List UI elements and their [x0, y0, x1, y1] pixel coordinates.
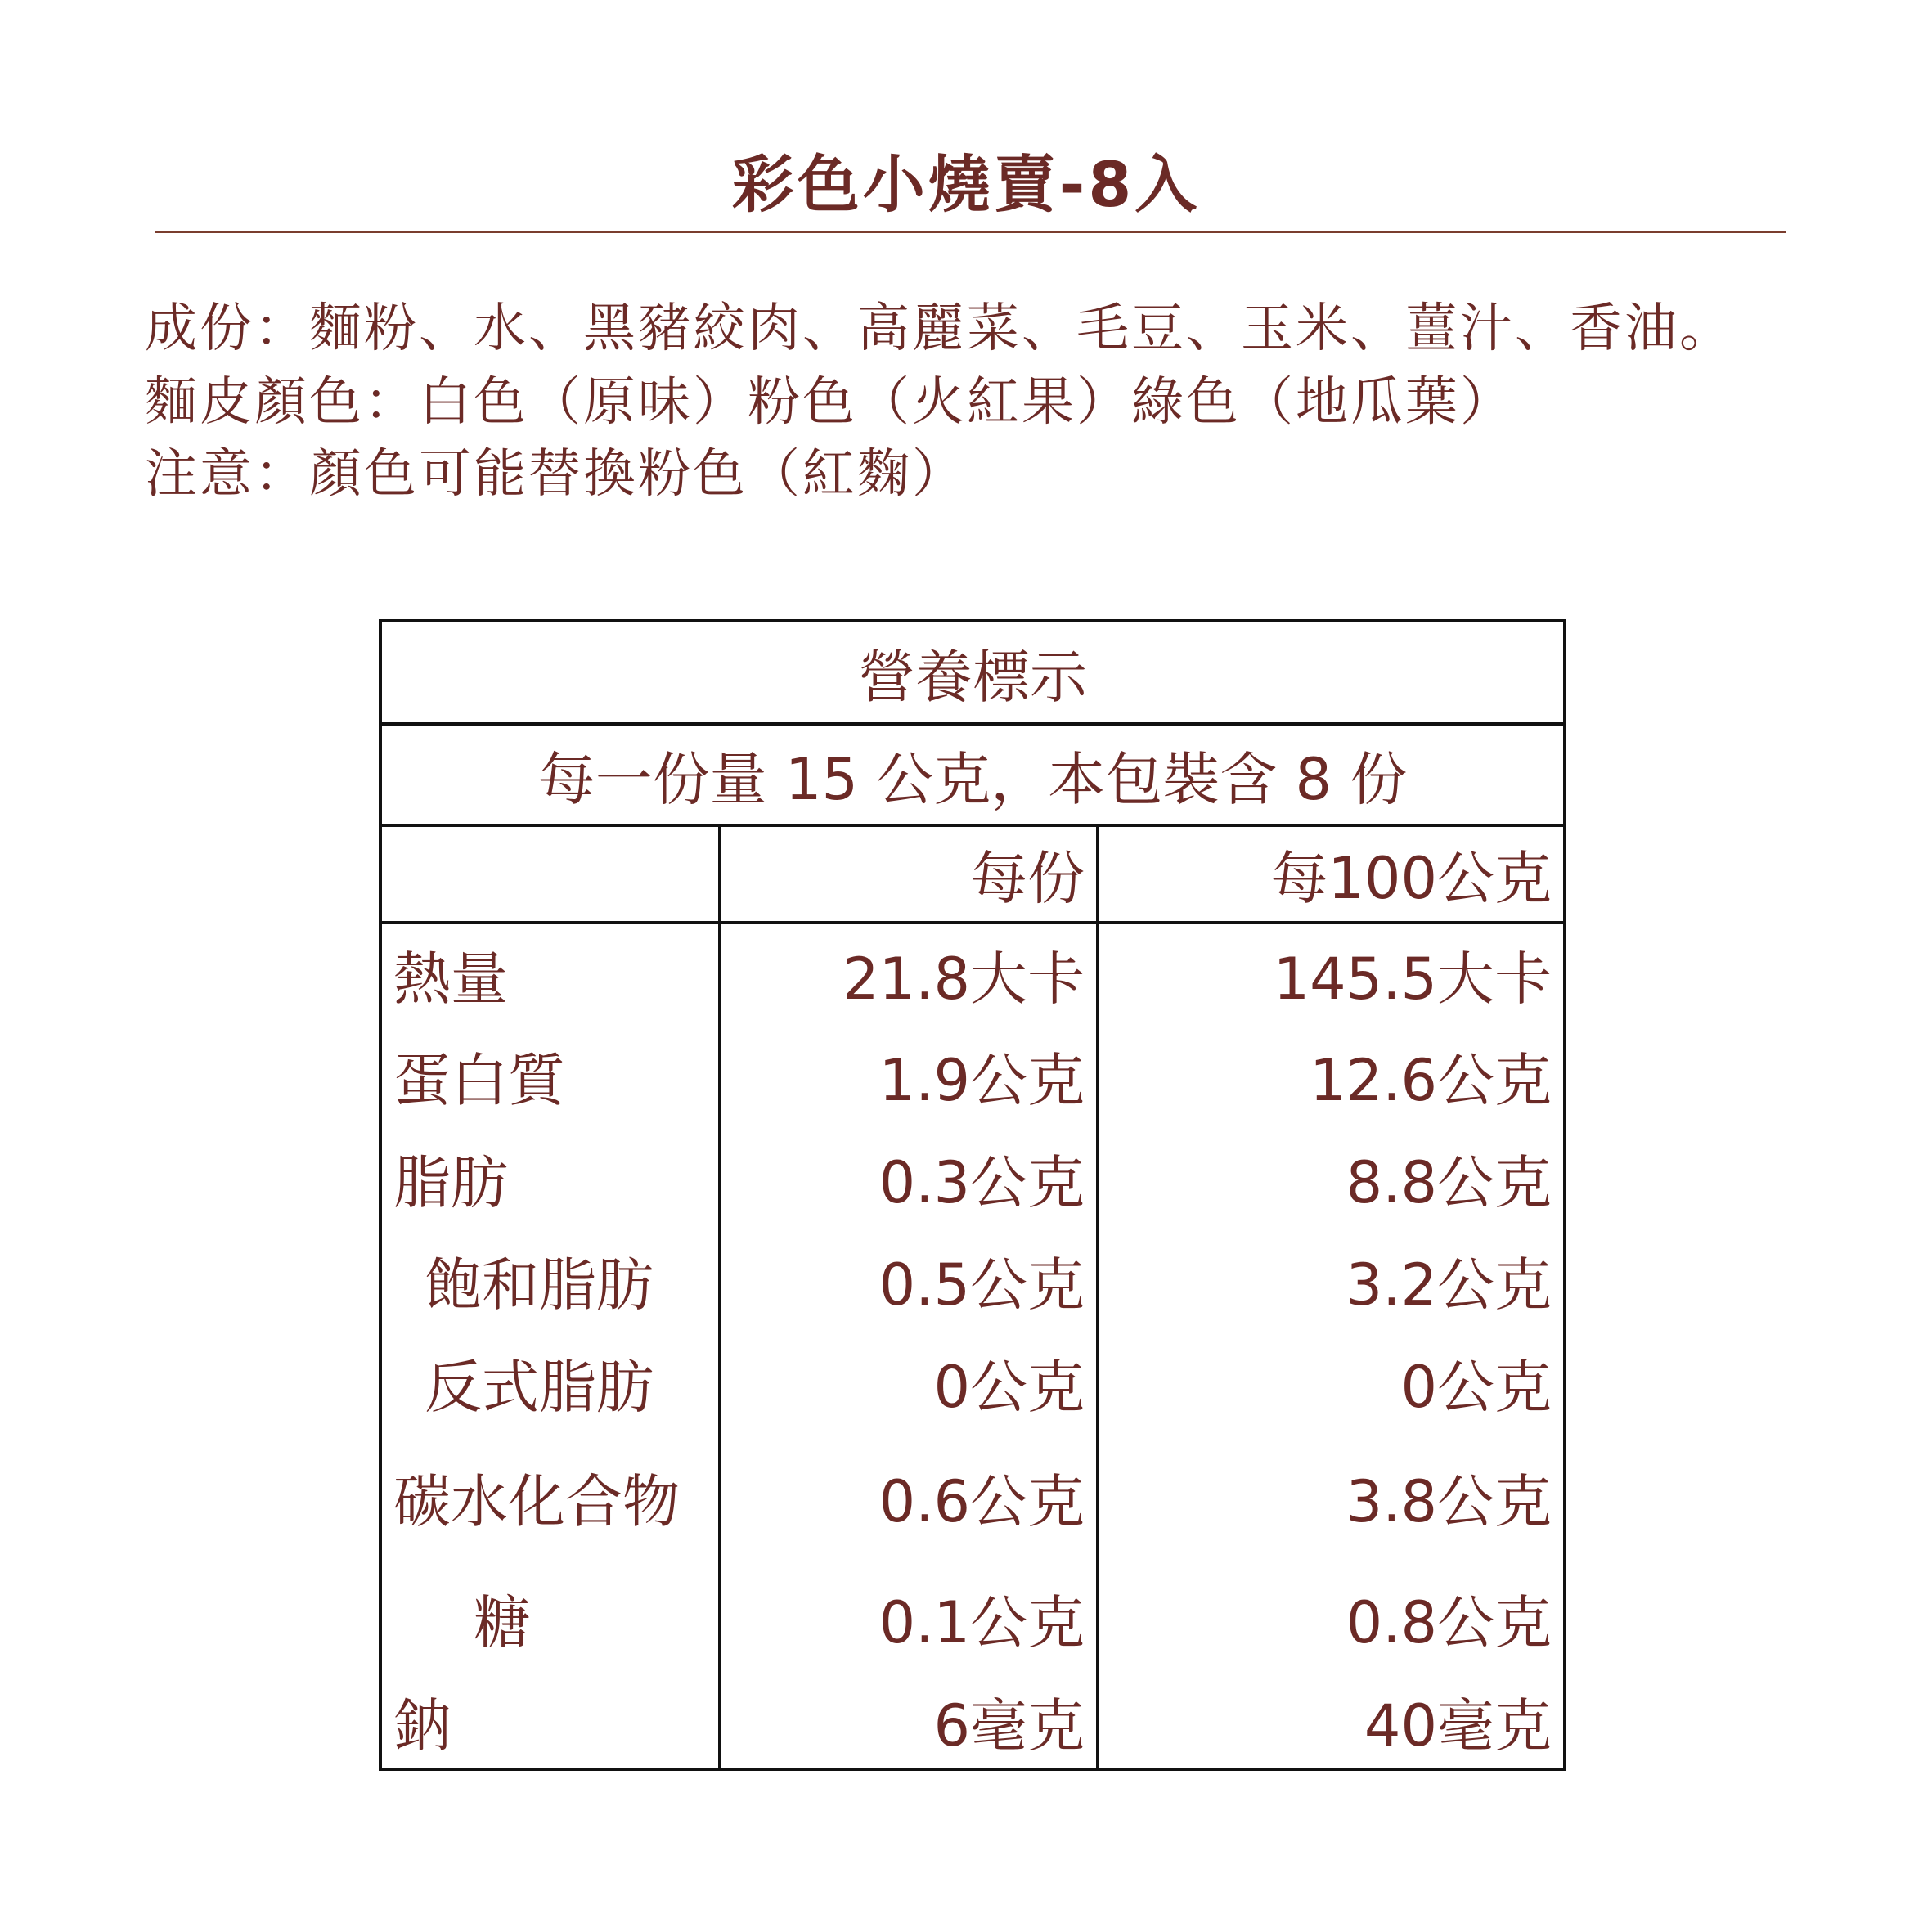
row-label: 鈉	[380, 1675, 720, 1769]
table-row	[380, 1561, 1565, 1675]
row-per-100g: 8.8公克	[1098, 1127, 1565, 1229]
table-row	[380, 1229, 1565, 1332]
row-per-serving: 0.1公克	[720, 1561, 1098, 1675]
row-per-100g: 40毫克	[1098, 1675, 1565, 1769]
table-row	[380, 1675, 1565, 1769]
row-per-serving: 1.9公克	[720, 1025, 1098, 1127]
wrapper-colors-text: 麵皮顏色：白色（原味）粉色（火紅果）綠色（地瓜葉）	[145, 372, 1515, 433]
table-row	[380, 1332, 1565, 1434]
row-label: 脂肪	[380, 1127, 720, 1229]
row-per-serving: 21.8大卡	[720, 923, 1098, 1025]
row-per-serving: 0.5公克	[720, 1229, 1098, 1332]
product-title: 彩色小燒賣-8入	[731, 148, 1201, 221]
row-per-100g: 0公克	[1098, 1332, 1565, 1434]
title-divider	[155, 231, 1786, 233]
header-per-100g: 每100公克	[1098, 825, 1565, 923]
notice-text: 注意：顏色可能替換粉色（紅麴）	[145, 444, 967, 505]
nutrition-table	[379, 619, 1566, 1771]
nutrition-heading: 營養標示	[380, 621, 1565, 724]
row-label: 熱量	[380, 923, 720, 1025]
row-label: 飽和脂肪	[380, 1229, 720, 1332]
row-per-serving: 0.3公克	[720, 1127, 1098, 1229]
table-row	[380, 923, 1565, 1025]
row-per-serving: 0.6公克	[720, 1434, 1098, 1561]
row-label: 碳水化合物	[380, 1434, 720, 1561]
table-row	[380, 1127, 1565, 1229]
row-per-serving: 6毫克	[720, 1675, 1098, 1769]
row-per-100g: 145.5大卡	[1098, 923, 1565, 1025]
serving-info: 每一份量 15 公克，本包裝含 8 份	[380, 724, 1565, 825]
header-empty	[380, 825, 720, 923]
table-row	[380, 1025, 1565, 1127]
row-per-serving: 0公克	[720, 1332, 1098, 1434]
row-label: 糖	[380, 1561, 720, 1675]
row-label: 反式脂肪	[380, 1332, 720, 1434]
row-per-100g: 12.6公克	[1098, 1025, 1565, 1127]
ingredients-text: 成份：麵粉、水、黑豬絞肉、高麗菜、毛豆、玉米、薑汁、香油。	[145, 299, 1734, 359]
row-label: 蛋白質	[380, 1025, 720, 1127]
table-row	[380, 1434, 1565, 1561]
row-per-100g: 0.8公克	[1098, 1561, 1565, 1675]
header-per-serving: 每份	[720, 825, 1098, 923]
row-per-100g: 3.2公克	[1098, 1229, 1565, 1332]
row-per-100g: 3.8公克	[1098, 1434, 1565, 1561]
